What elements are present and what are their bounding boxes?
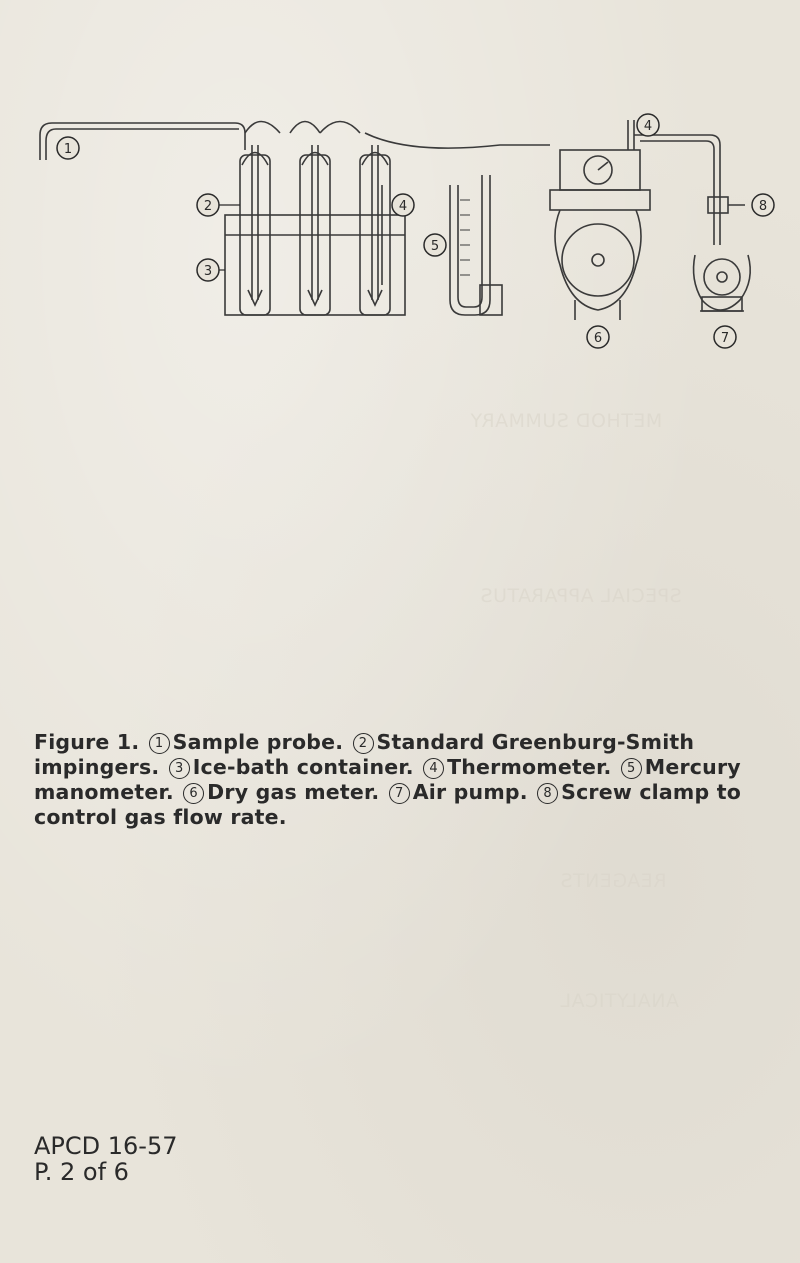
svg-text:7: 7: [720, 331, 730, 346]
sampling-apparatus-diagram: [30, 105, 790, 385]
svg-text:4: 4: [643, 119, 653, 134]
dry-gas-meter: [550, 150, 650, 320]
air-pump: [694, 255, 751, 311]
caption-item-5: 5 Mercury manometer.: [34, 755, 741, 804]
svg-text:1: 1: [63, 142, 73, 157]
callout-6: [587, 326, 609, 348]
svg-text:8: 8: [758, 199, 768, 214]
callout-8: [752, 194, 774, 216]
callout-2: [197, 194, 240, 216]
svg-text:5: 5: [430, 239, 440, 254]
callout-4b: [637, 114, 659, 136]
impinger-3: [360, 145, 390, 315]
document-code: APCD 16-57: [34, 1132, 178, 1160]
caption-item-7: 7 Air pump.: [387, 780, 528, 804]
callout-5: [424, 234, 446, 256]
caption-item-2: 2 Standard Greenburg-Smith impingers.: [34, 730, 695, 779]
caption-item-8: 8 Screw clamp to control gas flow rate.: [34, 780, 741, 829]
page-number: P. 2 of 6: [34, 1158, 129, 1186]
svg-text:3: 3: [203, 264, 213, 279]
impinger-2: [300, 145, 330, 315]
mercury-manometer: [450, 175, 502, 315]
callout-7: [714, 326, 736, 348]
figure-caption: [34, 730, 770, 830]
svg-text:2: 2: [203, 199, 213, 214]
callout-4a: [392, 194, 414, 216]
callout-3: [197, 259, 225, 281]
caption-lead: Figure 1.: [34, 730, 140, 754]
svg-text:4: 4: [398, 199, 408, 214]
caption-item-1: 1 Sample probe.: [147, 730, 344, 754]
caption-item-6: 6 Dry gas meter.: [181, 780, 379, 804]
thermometer: [628, 120, 634, 150]
impinger-1: [240, 145, 270, 315]
caption-item-4: 4 Thermometer.: [421, 755, 611, 779]
caption-item-3: 3 Ice-bath container.: [167, 755, 414, 779]
document-footer: [34, 1133, 178, 1185]
callout-1: [57, 137, 79, 159]
svg-text:6: 6: [593, 331, 603, 346]
